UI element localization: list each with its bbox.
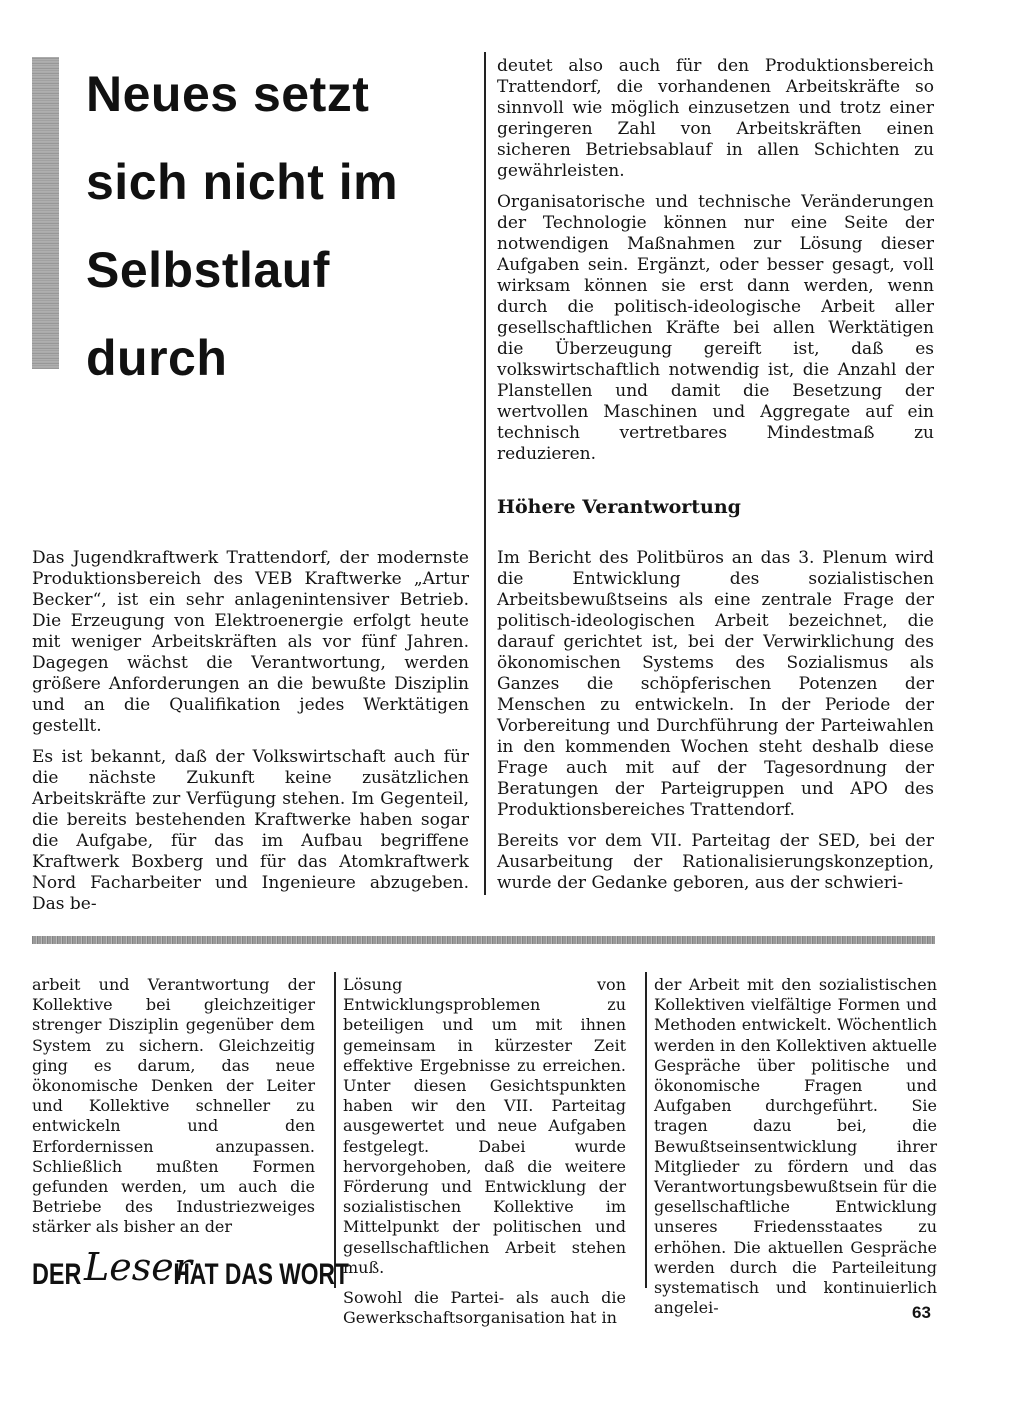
paragraph: der Arbeit mit den sozialistischen Kollektiven vielfältige Formen und Methoden entwickelt. Wöchentlich werden in den Kollektiven aktuelle Gespräche über politische und ökonomische Fragen und Aufgaben durchgeführt. Sie tragen dazu bei, die Bewußtseinsentwicklung ihrer Mitglieder zu fördern und das Verantwortungsbewußtsein für die gesellschaftliche Entwicklung unseres Friedensstaates zu erhöhen. Die aktuellen Gespräche werden durch die Parteileitung systematisch und kontinuierlich angelei-	[654, 975, 937, 1318]
paragraph: Das Jugendkraftwerk Trattendorf, der modernste Produktionsbereich des VEB Kraftwerke „Artur Becker“, ist ein sehr anlagenintensiver Betrieb. Die Erzeugung von Elektroenergie erfolgt heute mit weniger Arbeitskräften als vor fünf Jahren. Dagegen wächst die Verantwortung, werden größere Anforderungen an die bewußte Disziplin und an die Qualifikation jedes Werktätigen gestellt.	[32, 548, 469, 736]
section-separator	[32, 936, 935, 944]
paragraph: Lösung von Entwicklungsproblemen zu beteiligen und um mit ihnen gemeinsam in kürzester Zeit effektive Ergebnisse zu erreichen. Unter diesen Gesichtspunkten haben wir den VII. Parteitag ausgewertet und neue Aufgaben festgelegt. Dabei wurde hervorgehoben, daß die weitere Förderung und Entwicklung der sozialistischen Kollektive im Mittelpunkt der politischen und gesellschaftlichen Arbeit stehen muß.	[343, 975, 626, 1277]
headline-decorative-bar	[32, 57, 59, 369]
headline-line-4: durch	[86, 330, 228, 386]
paragraph: Im Bericht des Politbüros an das 3. Plenum wird die Entwicklung des sozialistischen Arbeitsbewußtseins als eine zentrale Frage der politisch-ideologischen Arbeit bezeichnet, die darauf gerichtet ist, bei der Verwirklichung des ökonomischen Systems des Sozialismus als Ganzes die schöpferischen Potenzen der Menschen zu entwickeln. In der Periode der Vorbereitung und Durchführung der Parteiwahlen in den kommenden Wochen steht deshalb diese Frage auch mit auf der Tagesordnung der Beratungen der Parteigruppen und APO des Produktionsbereiches Trattendorf.	[497, 548, 934, 820]
der-leser-hat-das-wort-logo	[32, 1240, 349, 1294]
paragraph: Sowohl die Partei- als auch die Gewerkschaftsorganisation hat in	[343, 1288, 626, 1328]
paragraph: Es ist bekannt, daß der Volkswirtschaft auch für die nächste Zukunft keine zusätzlichen Arbeitskräfte zur Verfügung stehen. Im Gegenteil, die bereits bestehenden Kraftwerke haben sogar die Aufgabe, für das im Aufbau begriffene Kraftwerk Boxberg und für das Atomkraftwerk Nord Facharbeiter und Ingenieure abzugeben. Das be-	[32, 747, 469, 914]
continuation-column-3	[654, 975, 937, 1318]
continuation-column-1	[32, 975, 315, 1238]
logo-words-hat-das-wort: HAT DAS WORT	[173, 1256, 349, 1291]
paragraph: Organisatorische und technische Veränderungen der Technologie können nur eine Seite der notwendigen Maßnahmen zur Lösung dieser Aufgaben sein. Ergänzt, oder besser gesagt, voll wirksam können sie erst dann werden, wenn durch die politisch-ideologische Arbeit aller gesellschaftlichen Kräfte bei allen Werktätigen die Überzeugung gereift ist, daß es volkswirtschaftlich notwendig ist, die Anzahl der Planstellen und damit die Besetzung der wertvollen Maschinen und Aggregate auf ein technisch vertretbares Mindestmaß zu reduzieren.	[497, 192, 934, 464]
headline-line-3: Selbstlauf	[86, 242, 330, 298]
logo-word-der: DER	[32, 1257, 82, 1291]
section-subheading: Höhere Verantwortung	[497, 496, 741, 518]
paragraph: deutet also auch für den Produktionsbereich Trattendorf, die vorhandenen Arbeitskräfte so sinnvoll wie möglich einzusetzen und trotz einer geringeren Zahl von Arbeitskräften einen sicheren Betriebsablauf in allen Schichten zu gewährleisten.	[497, 56, 934, 181]
column-divider	[334, 972, 336, 1288]
article-right-upper-column	[497, 56, 934, 465]
headline-line-2: sich nicht im	[86, 154, 399, 210]
logo-script-leser: Leser	[84, 1245, 192, 1289]
page-number: 63	[912, 1303, 931, 1322]
paragraph: arbeit und Verantwortung der Kollektive bei gleichzeitiger strenger Disziplin gegenüber dem System zu sichern. Gleichzeitig ging es darum, das neue ökonomische Denken der Leiter und Kollektive schneller zu entwickeln und den Erfordernissen anzupassen. Schließlich mußten Formen gefunden werden, um auch die Betriebe des Industriezweiges stärker als bisher an der	[32, 975, 315, 1237]
headline	[86, 50, 476, 402]
headline-line-1: Neues setzt	[86, 66, 370, 122]
paragraph: Bereits vor dem VII. Parteitag der SED, bei der Ausarbeitung der Rationalisierungskonzeption, wurde der Gedanke geboren, aus der schwieri-	[497, 831, 934, 893]
article-right-lower-column	[497, 548, 934, 894]
continuation-column-2	[343, 975, 626, 1328]
column-divider	[645, 972, 647, 1288]
column-divider-upper	[484, 52, 486, 895]
article-left-column	[32, 548, 469, 915]
